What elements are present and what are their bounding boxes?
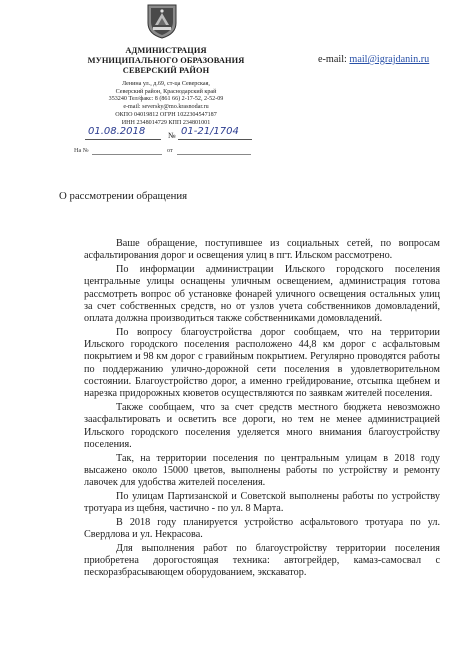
address-line: e-mail: seversky@mo.krasnodar.ru [123,104,209,111]
number-sign: № [168,131,176,140]
org-name [66,46,266,76]
reply-date-label: от [167,147,173,154]
reply-date-line [177,154,251,155]
body-paragraph: Так, на территории поселения по центральным улицам в 2018 году высажено около 15000 цветов, выполнены работы по устройству и ремонту лавочек для удобства жителей поселения. [84,452,440,489]
registration-date: 01.08.2018 [88,126,146,137]
recipient-email-link[interactable]: mail@igrajdanin.ru [349,54,430,65]
address-line: Ленина ул., д.69, ст-ца Северская, [122,81,210,87]
org-line: АДМИНИСТРАЦИЯ [125,46,207,55]
body-paragraph: Для выполнения работ по благоустройству территории поселения приобретена дорогостоящая техника: автогрейдер, камаз-самосвал с пескоразбрасывающем оборудованием, экскаватор. [84,542,440,579]
org-line: СЕВЕРСКИЙ РАЙОН [122,66,210,75]
address-line: ИНН 2348014729 КПП 234801001 [121,119,211,126]
registration-number: 01-21/1704 [181,126,239,137]
letter-body [84,238,440,581]
body-paragraph: По улицам Партизанской и Советской выполнены работы по устройству тротуара из щебня, частично - по ул. 8 Марта. [84,490,440,515]
org-line: МУНИЦИПАЛЬНОГО ОБРАЗОВАНИЯ [87,56,245,65]
body-paragraph: По информации администрации Ильского городского поселения центральные улицы оснащены уличным освещением, администрация готова рассмотреть вопрос об установке фонарей уличного освещения остальных улиц за счет собственных средств, но от узлов учета собственников домовладений, оплата должна производиться также собственниками домовладений. [84,263,440,325]
number-line [178,139,252,140]
body-paragraph: В 2018 году планируется устройство асфальтового тротуара по ул. Свердлова и ул. Некрасова. [84,516,440,541]
recipient-email-label: e-mail: [318,54,347,65]
reply-number-line [92,154,162,155]
recipient-email [318,54,429,65]
address-line: ОКПО 04019812 ОГРН 1022304547187 [115,111,217,118]
body-paragraph: Также сообщаем, что за счет средств местного бюджета невозможно заасфальтировать и осветить все дороги, но тем не менее администрацией Ильского городского поселения уделяется много внимания благоустройству поселения. [84,402,440,450]
address-line: 353240 Тел/факс: 8 (861 66) 2-17-52, 2-52-09 [108,96,224,103]
body-paragraph: Ваше обращение, поступившее из социальных сетей, по вопросам асфальтирования дорог и освещения улиц в пгт. Ильском рассмотрено. [84,238,440,262]
subject-line: О рассмотрении обращения [59,190,188,202]
body-paragraph: По вопросу благоустройства дорог сообщаем, что на территории Ильского городского поселения расположено 44,8 км дорог с асфальтовым покрытием и 98 км дорог с гравийным покрытием. Регулярно проводятся работы по поддержанию улично-дорожной сети поселения в удовлетворительном состоянии. Благоустройство дорог, а именно грейдирование, отсыпка щебнем и нарезка придорожных кюветов осуществляются по заявкам жителей поселения. [84,326,440,400]
org-address [66,81,266,127]
address-line: Северский район, Краснодарский край [115,88,217,95]
date-line [85,139,161,140]
reply-number-label: На № [74,147,89,154]
coat-of-arms-icon [146,3,178,39]
